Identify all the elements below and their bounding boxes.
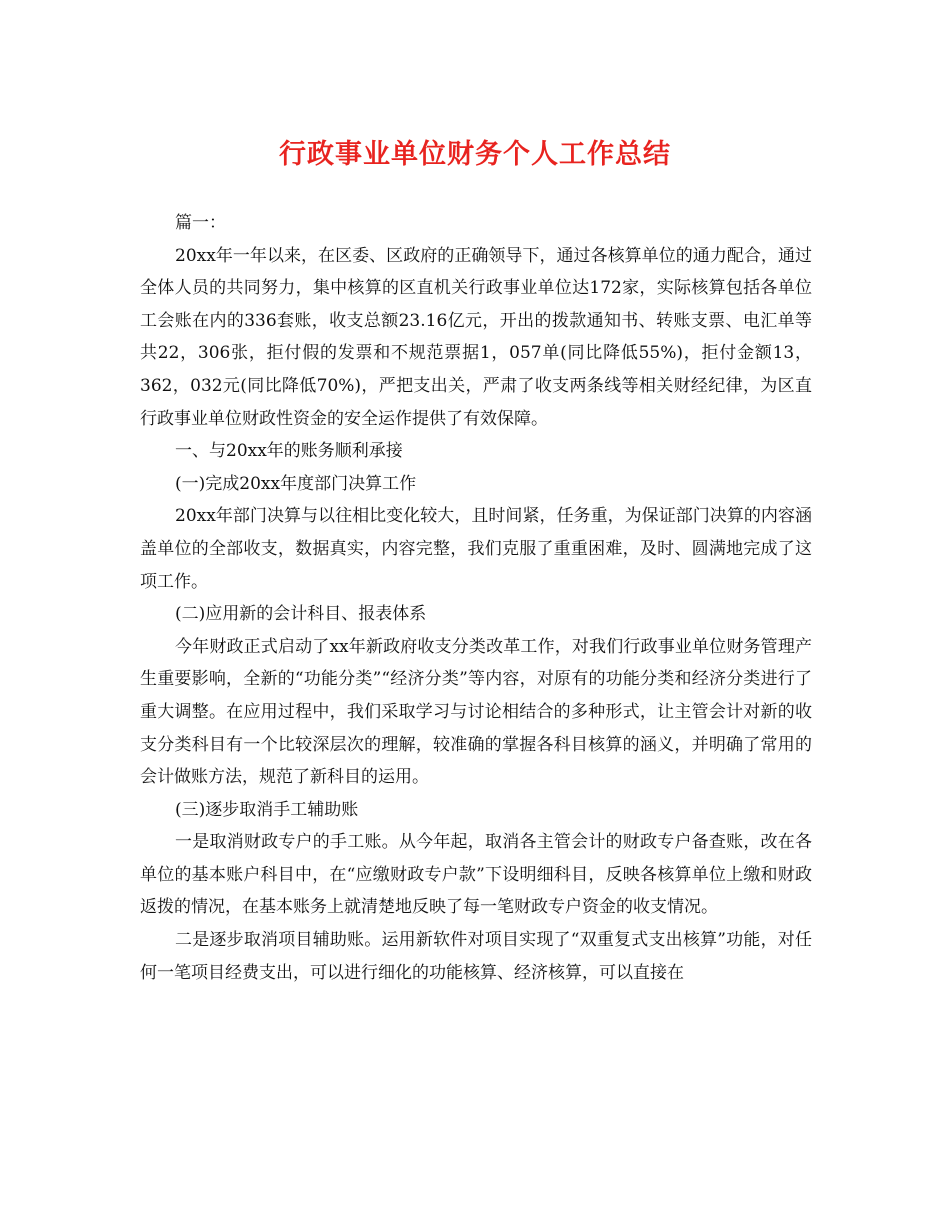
subsection-heading-1: (一)完成20xx年度部门决算工作: [175, 473, 417, 494]
body-paragraph-final-accounts: 20xx年部门决算与以往相比变化较大，且时间紧，任务重，为保证部门决算的内容涵盖单位的全部收支，数据真实，内容完整，我们克服了重重困难，及时、圆满地完成了这项工作。: [140, 506, 812, 592]
body-paragraph-summary: 20xx年一年以来，在区委、区政府的正确领导下，通过各核算单位的通力配合，通过全体人员的共同努力，集中核算的区直机关行政事业单位达172家，实际核算包括各单位工会账在内的336套账，收支总额23.16亿元，开出的拨款通知书、转账支票、电汇单等共22，306张，拒付假的发票和不规范票据1，057单(同比降低55%)，拒付金额13，362，032元(同比降低70%)，严把支出关，严肃了收支两条线等相关财经纪律，为区直行政事业单位财政性资金的安全运作提供了有效保障。: [140, 245, 812, 429]
body-paragraph-special-account: 一是取消财政专户的手工账。从今年起，取消各主管会计的财政专户备查账，改在各单位的基本账户科目中，在“应缴财政专户款”下设明细科目，反映各核算单位上缴和财政返拨的情况，在基本账务上就清楚地反映了每一笔财政专户资金的收支情况。: [140, 832, 812, 918]
subsection-heading-2: (二)应用新的会计科目、报表体系: [175, 604, 427, 625]
body-paragraph-project-account: 二是逐步取消项目辅助账。运用新软件对项目实现了“双重复式支出核算”功能，对任何一笔项目经费支出，可以进行细化的功能核算、经济核算，可以直接在: [140, 930, 812, 983]
document-title: 行政事业单位财务个人工作总结: [279, 139, 671, 170]
subsection-heading-3: (三)逐步取消手工辅助账: [175, 799, 359, 820]
section-heading-1: 一、与20xx年的账务顺利承接: [175, 441, 403, 462]
body-paragraph-new-subjects: 今年财政正式启动了xx年新政府收支分类改革工作，对我们行政事业单位财务管理产生重要影响，全新的“功能分类”“经济分类”等内容，对原有的功能分类和经济分类进行了重大调整。在应用过程中，我们采取学习与讨论相结合的多种形式，让主管会计对新的收支分类科目有一个比较深层次的理解，较准确的掌握各科目核算的涵义，并明确了常用的会计做账方法，规范了新科目的运用。: [140, 636, 812, 788]
document-body: [140, 207, 812, 989]
section-label-part-one: 篇一：: [175, 213, 226, 233]
